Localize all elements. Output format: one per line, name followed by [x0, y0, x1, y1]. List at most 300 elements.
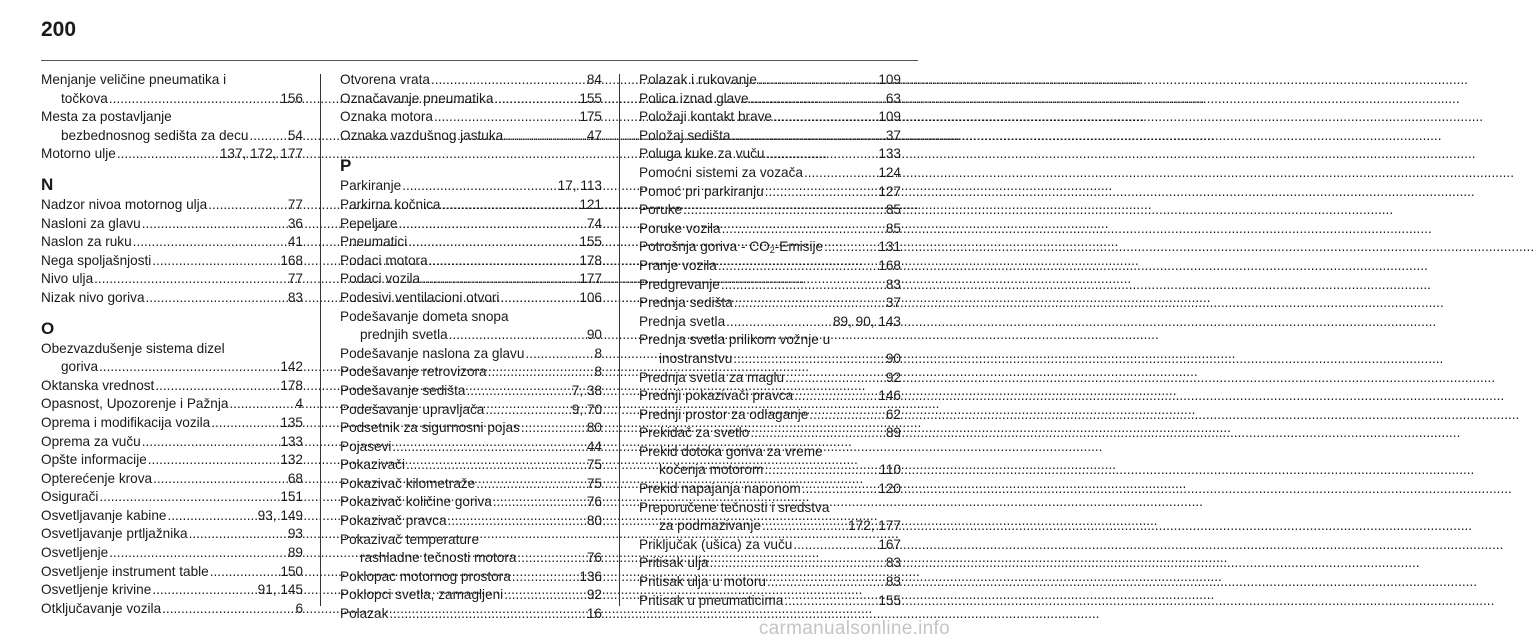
index-entry: [639, 276, 901, 295]
index-entry: [639, 257, 901, 276]
index-entry: [639, 127, 901, 146]
index-entry: [41, 433, 303, 452]
dot-leader: [517, 549, 585, 568]
index-entry-text: Preporučene tečnosti i sredstva: [639, 499, 830, 515]
index-entry: [639, 108, 901, 127]
index-entry-text: prednjih svetla: [360, 327, 448, 343]
index-section-letter: N: [41, 174, 54, 194]
index-entry-text: Podesivi ventilacioni otvori: [340, 289, 500, 305]
index-entry-text: Pomoć pri parkiranju: [639, 183, 764, 199]
dot-leader: [683, 201, 885, 220]
index-entry: [639, 369, 901, 388]
index-entry-pages: 91, 145: [257, 582, 303, 598]
index-entry-text: Opterećenje krova: [41, 470, 153, 486]
index-entry-pages: 76: [586, 550, 602, 566]
index-entry: [41, 270, 303, 289]
index-entry: [41, 414, 303, 433]
index-entry-text: Pneumatici: [340, 234, 408, 250]
index-entry: [41, 233, 303, 252]
index-entry: [41, 470, 303, 489]
index-entry: [639, 499, 901, 536]
index-entry-text: Nizak nivo goriva: [41, 289, 145, 305]
index-entry: [340, 363, 602, 382]
index-entry-text: Položaji kontakt brave: [639, 109, 772, 125]
index-entry: [41, 507, 303, 526]
index-entry-text: goriva: [61, 359, 99, 375]
index-entry: [340, 108, 602, 127]
index-entry: [41, 544, 303, 563]
index-entry-text: Pritisak ulja: [639, 555, 709, 571]
dot-leader: [208, 196, 287, 215]
index-entry-text: Pokazivač temperature: [340, 531, 480, 547]
index-entry-pages: 124: [878, 164, 901, 180]
dot-leader: [494, 90, 578, 109]
index-entry: [639, 294, 901, 313]
index-entry-text: Označavanje pneumatika: [340, 90, 494, 106]
dot-leader: [392, 438, 585, 457]
index-entry-text: Otključavanje vozila: [41, 600, 162, 616]
index-entry-text: Pokazivač pravca: [340, 513, 447, 529]
index-entry: [340, 233, 602, 252]
index-entry-pages: 6: [295, 600, 303, 616]
dot-leader: [431, 71, 586, 90]
index-entry-pages: 135: [280, 414, 303, 430]
index-entry-pages: 146: [878, 388, 901, 404]
index-entry-text: Prednja svetla prilikom vožnje u: [639, 332, 831, 348]
index-entry-text: Prekidač za svetlo: [639, 425, 750, 441]
index-entry-pages: 155: [579, 234, 602, 250]
index-entry-text: Osvetljenje: [41, 545, 109, 561]
dot-leader: [485, 401, 570, 420]
index-entry-pages: 109: [878, 72, 901, 87]
index-entry: [41, 377, 303, 396]
index-entry: [340, 456, 602, 475]
index-entry-pages: 142: [280, 359, 303, 375]
index-entry-text: Oznaka vazdušnog jastuka: [340, 127, 504, 143]
index-entry-pages: 178: [579, 252, 602, 268]
index-entry-pages: 77: [287, 196, 303, 212]
index-entry-pages: 41: [287, 234, 303, 250]
index-entry-pages: 85: [885, 220, 901, 236]
dot-leader: [148, 451, 280, 470]
index-entry-pages: 167: [878, 536, 901, 552]
index-entry-pages: 74: [586, 215, 602, 231]
dot-leader: [764, 461, 878, 480]
index-entry-pages: 62: [885, 406, 901, 422]
dot-leader: [109, 90, 279, 109]
index-entry: [340, 568, 602, 587]
dot-leader: [466, 382, 570, 401]
dot-leader: [152, 581, 256, 600]
index-entry-text: Nadzor nivoa motornog ulja: [41, 196, 208, 212]
index-entry-text: Parkiranje: [340, 178, 402, 194]
dot-leader: [750, 90, 885, 109]
index-entry: [340, 345, 602, 364]
index-entry-pages: 54: [287, 127, 303, 143]
dot-leader: [802, 480, 878, 499]
index-entry-text: Pokazivači: [340, 457, 405, 473]
index-entry: [340, 90, 602, 109]
dot-leader: [824, 238, 877, 257]
index-entry-pages: 92: [586, 587, 602, 603]
dot-leader: [398, 215, 585, 234]
index-entry-pages: 80: [586, 513, 602, 529]
index-entry-text: Pomoćni sistemi za vozača: [639, 164, 803, 180]
index-entry-text: Podsetnik za sigurnosni pojas: [340, 420, 520, 436]
index-entry-text: Parkirna kočnica: [340, 196, 441, 212]
dot-leader: [785, 369, 885, 388]
index-entry-text: Polazak: [340, 606, 389, 622]
index-entry-text: Nivo ulja: [41, 271, 94, 287]
index-entry-text: Pritisak u pneumaticima: [639, 592, 784, 608]
dot-leader: [429, 252, 579, 271]
index-entry-pages: 109: [878, 109, 901, 125]
index-entry-pages: 44: [586, 438, 602, 454]
index-entry: [340, 475, 602, 494]
index-section-letter: P: [340, 156, 352, 176]
index-entry: [340, 196, 602, 215]
index-entry-pages: 84: [586, 72, 602, 87]
index-entry-text: Poruke vozila: [639, 220, 721, 236]
index-entry-text: bezbednosnog sedišta za decu: [61, 127, 249, 143]
index-entry-text: Polazak i rukovanje: [639, 72, 757, 87]
index-entry-pages: 110: [879, 462, 901, 478]
dot-leader: [734, 294, 885, 313]
index-entry-text: Prednja sedišta: [639, 295, 733, 311]
dot-leader: [421, 270, 578, 289]
index-entry-pages: 83: [885, 555, 901, 571]
dot-leader: [750, 424, 885, 443]
index-entry-text: Motorno ulje: [41, 146, 116, 162]
index-entry-text: Naslon za ruku: [41, 234, 132, 250]
index-entry-pages: 8: [594, 345, 602, 361]
dot-leader: [721, 276, 885, 295]
index-entry-pages: 172, 177: [848, 518, 901, 534]
dot-leader: [488, 363, 594, 382]
dot-leader: [762, 517, 847, 536]
dot-leader: [767, 573, 885, 592]
index-entry-pages: 36: [287, 215, 303, 231]
index-entry-text: Poklopac motornog prostora: [340, 568, 511, 584]
dot-leader: [162, 600, 294, 619]
index-entry-text: inostranstvu: [659, 350, 733, 366]
index-section-letter: O: [41, 318, 55, 338]
index-entry-pages: 133: [280, 433, 303, 449]
index-entry: [41, 196, 303, 215]
index-entry: [340, 493, 602, 512]
index-entry-pages: 137, 172, 177: [219, 146, 303, 162]
index-entry-text: Priključak (ušica) za vuču: [639, 536, 793, 552]
dot-leader: [434, 108, 578, 127]
index-entry-pages: 89, 90, 143: [832, 313, 901, 329]
dot-leader: [449, 326, 586, 345]
dot-leader: [493, 493, 586, 512]
dot-leader: [512, 568, 579, 587]
index-entry-text: Nega spoljašnjosti: [41, 252, 152, 268]
index-entry-text: Podešavanje upravljača: [340, 401, 485, 417]
index-entry: [41, 395, 303, 414]
dot-leader: [249, 127, 286, 146]
index-entry-pages: 90: [586, 327, 602, 343]
index-entry-text: Oprema i modifikacija vozila: [41, 414, 211, 430]
index-entry: [41, 600, 303, 619]
index-entry-pages: 75: [586, 475, 602, 491]
dot-leader: [109, 544, 287, 563]
index-entry: [340, 438, 602, 457]
index-entry-pages: 17, 113: [557, 178, 602, 194]
index-entry-text: Podešavanje naslona za glavu: [340, 345, 525, 361]
index-entry-text: Pepeljare: [340, 215, 398, 231]
index-entry-pages: 80: [586, 420, 602, 436]
dot-leader: [765, 183, 878, 202]
index-entry: [639, 90, 901, 109]
index-entry-text: Menjanje veličine pneumatika i: [41, 72, 227, 87]
index-entry-pages: 177: [579, 271, 602, 287]
index-entry: [639, 573, 901, 592]
dot-leader: [117, 145, 219, 164]
index-entry-pages: 37: [885, 295, 901, 311]
dot-leader: [804, 164, 877, 183]
index-entry: [340, 605, 602, 624]
index-entry: [639, 220, 901, 239]
index-entry-text: Osigurači: [41, 489, 99, 505]
index-entry-text: Podešavanje dometa snopa: [340, 308, 509, 324]
index-entry-pages: 83: [287, 289, 303, 305]
index-entry: [340, 419, 602, 438]
index-entry-text: Prednja svetla za maglu: [639, 369, 785, 385]
dot-leader: [448, 512, 586, 531]
index-entry-text: Oktanska vrednost: [41, 377, 155, 393]
dot-leader: [504, 127, 586, 146]
page-number: 200: [41, 18, 77, 41]
index-entry-pages: 37: [885, 127, 901, 143]
index-entry-text: Podaci vozila: [340, 271, 421, 287]
index-entry-text: Polica iznad glave: [639, 90, 749, 106]
index-entry-text: Opasnost, Upozorenje i Pažnja: [41, 396, 229, 412]
index-entry-text: Opšte informacije: [41, 452, 147, 468]
index-entry-text: Obezvazdušenje sistema dizel: [41, 340, 225, 356]
index-entry-pages: 83: [885, 574, 901, 590]
index-entry: [639, 424, 901, 443]
index-entry: [340, 270, 602, 289]
index-entry: [639, 592, 901, 611]
index-entry-pages: 63: [885, 90, 901, 106]
dot-leader: [94, 270, 287, 289]
index-entry: [639, 536, 901, 555]
index-entry-pages: 68: [287, 470, 303, 486]
dot-leader: [504, 586, 586, 605]
dot-leader: [809, 406, 885, 425]
index-entry: [41, 252, 303, 271]
index-entry: [41, 451, 303, 470]
index-entry-text: rashladne tečnosti motora: [360, 550, 517, 566]
index-entry: [639, 145, 901, 164]
index-entry-text: Predgrevanje: [639, 276, 720, 292]
index-entry: [340, 586, 602, 605]
index-entry-text: Oznaka motora: [340, 109, 433, 125]
index-entry-text: Podešavanje retrovizora: [340, 364, 487, 380]
index-column-1: [41, 71, 303, 618]
index-entry: [340, 252, 602, 271]
index-entry: [41, 488, 303, 507]
dot-leader: [726, 313, 832, 332]
index-entry: [340, 177, 602, 196]
index-entry: [639, 164, 901, 183]
index-entry: [340, 308, 602, 345]
index-entry: [41, 215, 303, 234]
index-entry-text: Mesta za postavljanje: [41, 109, 172, 125]
index-entry: [639, 71, 901, 90]
index-entry: [41, 581, 303, 600]
index-entry-pages: 136: [579, 568, 602, 584]
index-entry-text: Osvetljenje instrument table: [41, 563, 209, 579]
index-entry-pages: 9, 70: [571, 401, 602, 417]
index-entry-pages: 155: [878, 592, 901, 608]
index-entry-pages: 178: [280, 377, 303, 393]
dot-leader: [189, 525, 287, 544]
index-entry: [639, 554, 901, 573]
index-entry: [639, 443, 901, 480]
index-entry-text: Prednji prostor za odlaganje: [639, 406, 809, 422]
dot-leader: [155, 377, 279, 396]
index-entry-pages: 168: [878, 257, 901, 273]
index-entry-text: Pritisak ulja u motoru: [639, 574, 766, 590]
dot-leader: [476, 475, 586, 494]
dot-leader: [500, 289, 578, 308]
index-entry-text: Nasloni za glavu: [41, 215, 141, 231]
dot-leader: [389, 605, 586, 624]
dot-leader: [142, 433, 280, 452]
dot-leader: [710, 554, 885, 573]
index-entry: [340, 531, 602, 568]
dot-leader: [521, 419, 586, 438]
index-entry: [639, 406, 901, 425]
dot-leader: [765, 145, 877, 164]
dot-leader: [794, 387, 877, 406]
index-entry-pages: 127: [878, 183, 901, 199]
index-entry-text: Poluga kuke za vuču: [639, 146, 765, 162]
index-entry-pages: 77: [287, 271, 303, 287]
dot-leader: [784, 592, 877, 611]
header-rule: [41, 60, 918, 61]
index-entry-text: Pojasevi: [340, 438, 392, 454]
dot-leader: [99, 358, 279, 377]
index-entry-pages: 156: [280, 90, 303, 106]
dot-leader: [733, 350, 885, 369]
dot-leader: [408, 233, 578, 252]
index-entry-text: Potrošnja goriva - $CO_2$-Emisije: [639, 239, 824, 256]
index-entry-pages: 106: [579, 289, 602, 305]
dot-leader: [402, 177, 556, 196]
dot-leader: [406, 456, 586, 475]
index-entry-pages: 89: [287, 545, 303, 561]
index-entry-text: Poklopci svetla, zamagljeni: [340, 587, 504, 603]
index-entry-pages: 93: [287, 526, 303, 542]
column-separator: [619, 74, 620, 606]
index-entry: [639, 387, 901, 406]
index-entry: [340, 401, 602, 420]
index-entry: [340, 512, 602, 531]
dot-leader: [133, 233, 287, 252]
dot-leader: [731, 127, 884, 146]
index-entry-pages: 47: [586, 127, 602, 143]
dot-leader: [152, 252, 279, 271]
index-entry-pages: 7, 38: [571, 382, 602, 398]
index-entry: [41, 108, 303, 145]
dot-leader: [146, 289, 287, 308]
index-entry-pages: 131: [878, 239, 901, 255]
dot-leader: [210, 563, 280, 582]
index-entry: [639, 238, 901, 257]
dot-leader: [142, 215, 287, 234]
index-column-3: [639, 71, 901, 610]
index-entry-text: Osvetljavanje prtljažnika: [41, 526, 188, 542]
index-entry: [340, 127, 602, 146]
index-entry-text: Prednja svetla: [639, 313, 726, 329]
column-separator: [320, 74, 321, 606]
index-entry-text: Osvetljenje krivine: [41, 582, 152, 598]
index-entry-text: Otvorena vrata: [340, 72, 430, 87]
index-entry-pages: 8: [594, 364, 602, 380]
index-entry: [41, 71, 303, 108]
index-entry-pages: 121: [579, 196, 602, 212]
index-entry: [639, 331, 901, 368]
index-entry: [639, 480, 901, 499]
dot-leader: [167, 507, 256, 526]
index-entry-pages: 175: [579, 109, 602, 125]
index-entry-pages: 151: [280, 489, 303, 505]
index-entry-text: Oprema za vuču: [41, 433, 141, 449]
index-entry-pages: 155: [579, 90, 602, 106]
index-entry-pages: 92: [885, 369, 901, 385]
dot-leader: [229, 395, 294, 414]
index-column-2: [340, 71, 602, 624]
index-entry-text: kočenja motorom: [659, 462, 764, 478]
index-entry-text: Podešavanje sedišta: [340, 382, 466, 398]
index-entry-pages: 93, 149: [257, 507, 303, 523]
dot-leader: [758, 71, 877, 90]
index-entry-text: Prekid dotoka goriva za vreme: [639, 443, 823, 459]
index-entry-pages: 132: [280, 452, 303, 468]
dot-leader: [793, 536, 877, 555]
index-entry-pages: 75: [586, 457, 602, 473]
index-entry-pages: 83: [885, 276, 901, 292]
dot-leader: [99, 488, 279, 507]
index-entry-text: Položaj sedišta: [639, 127, 731, 143]
index-entry: [41, 145, 303, 164]
index-entry-pages: 133: [878, 146, 901, 162]
index-entry: [340, 71, 602, 90]
dot-leader: [211, 414, 279, 433]
index-entry-pages: 16: [586, 606, 602, 622]
index-entry-text: Poruke: [639, 202, 683, 218]
watermark: carmanualsonline.info: [758, 618, 950, 639]
index-entry-text: točkova: [61, 90, 108, 106]
index-entry-pages: 76: [586, 494, 602, 510]
index-entry-pages: 85: [885, 202, 901, 218]
index-entry-pages: 89: [885, 425, 901, 441]
index-entry: [639, 201, 901, 220]
index-entry-pages: 168: [280, 252, 303, 268]
index-entry-text: Prednji pokazivači pravca: [639, 388, 794, 404]
index-entry-pages: 120: [878, 481, 901, 497]
dot-leader: [153, 470, 287, 489]
index-entry-text: Prekid napajanja naponom: [639, 481, 801, 497]
index-entry: [41, 289, 303, 308]
index-entry-pages: 150: [280, 563, 303, 579]
index-entry: [340, 382, 602, 401]
index-entry: [41, 563, 303, 582]
